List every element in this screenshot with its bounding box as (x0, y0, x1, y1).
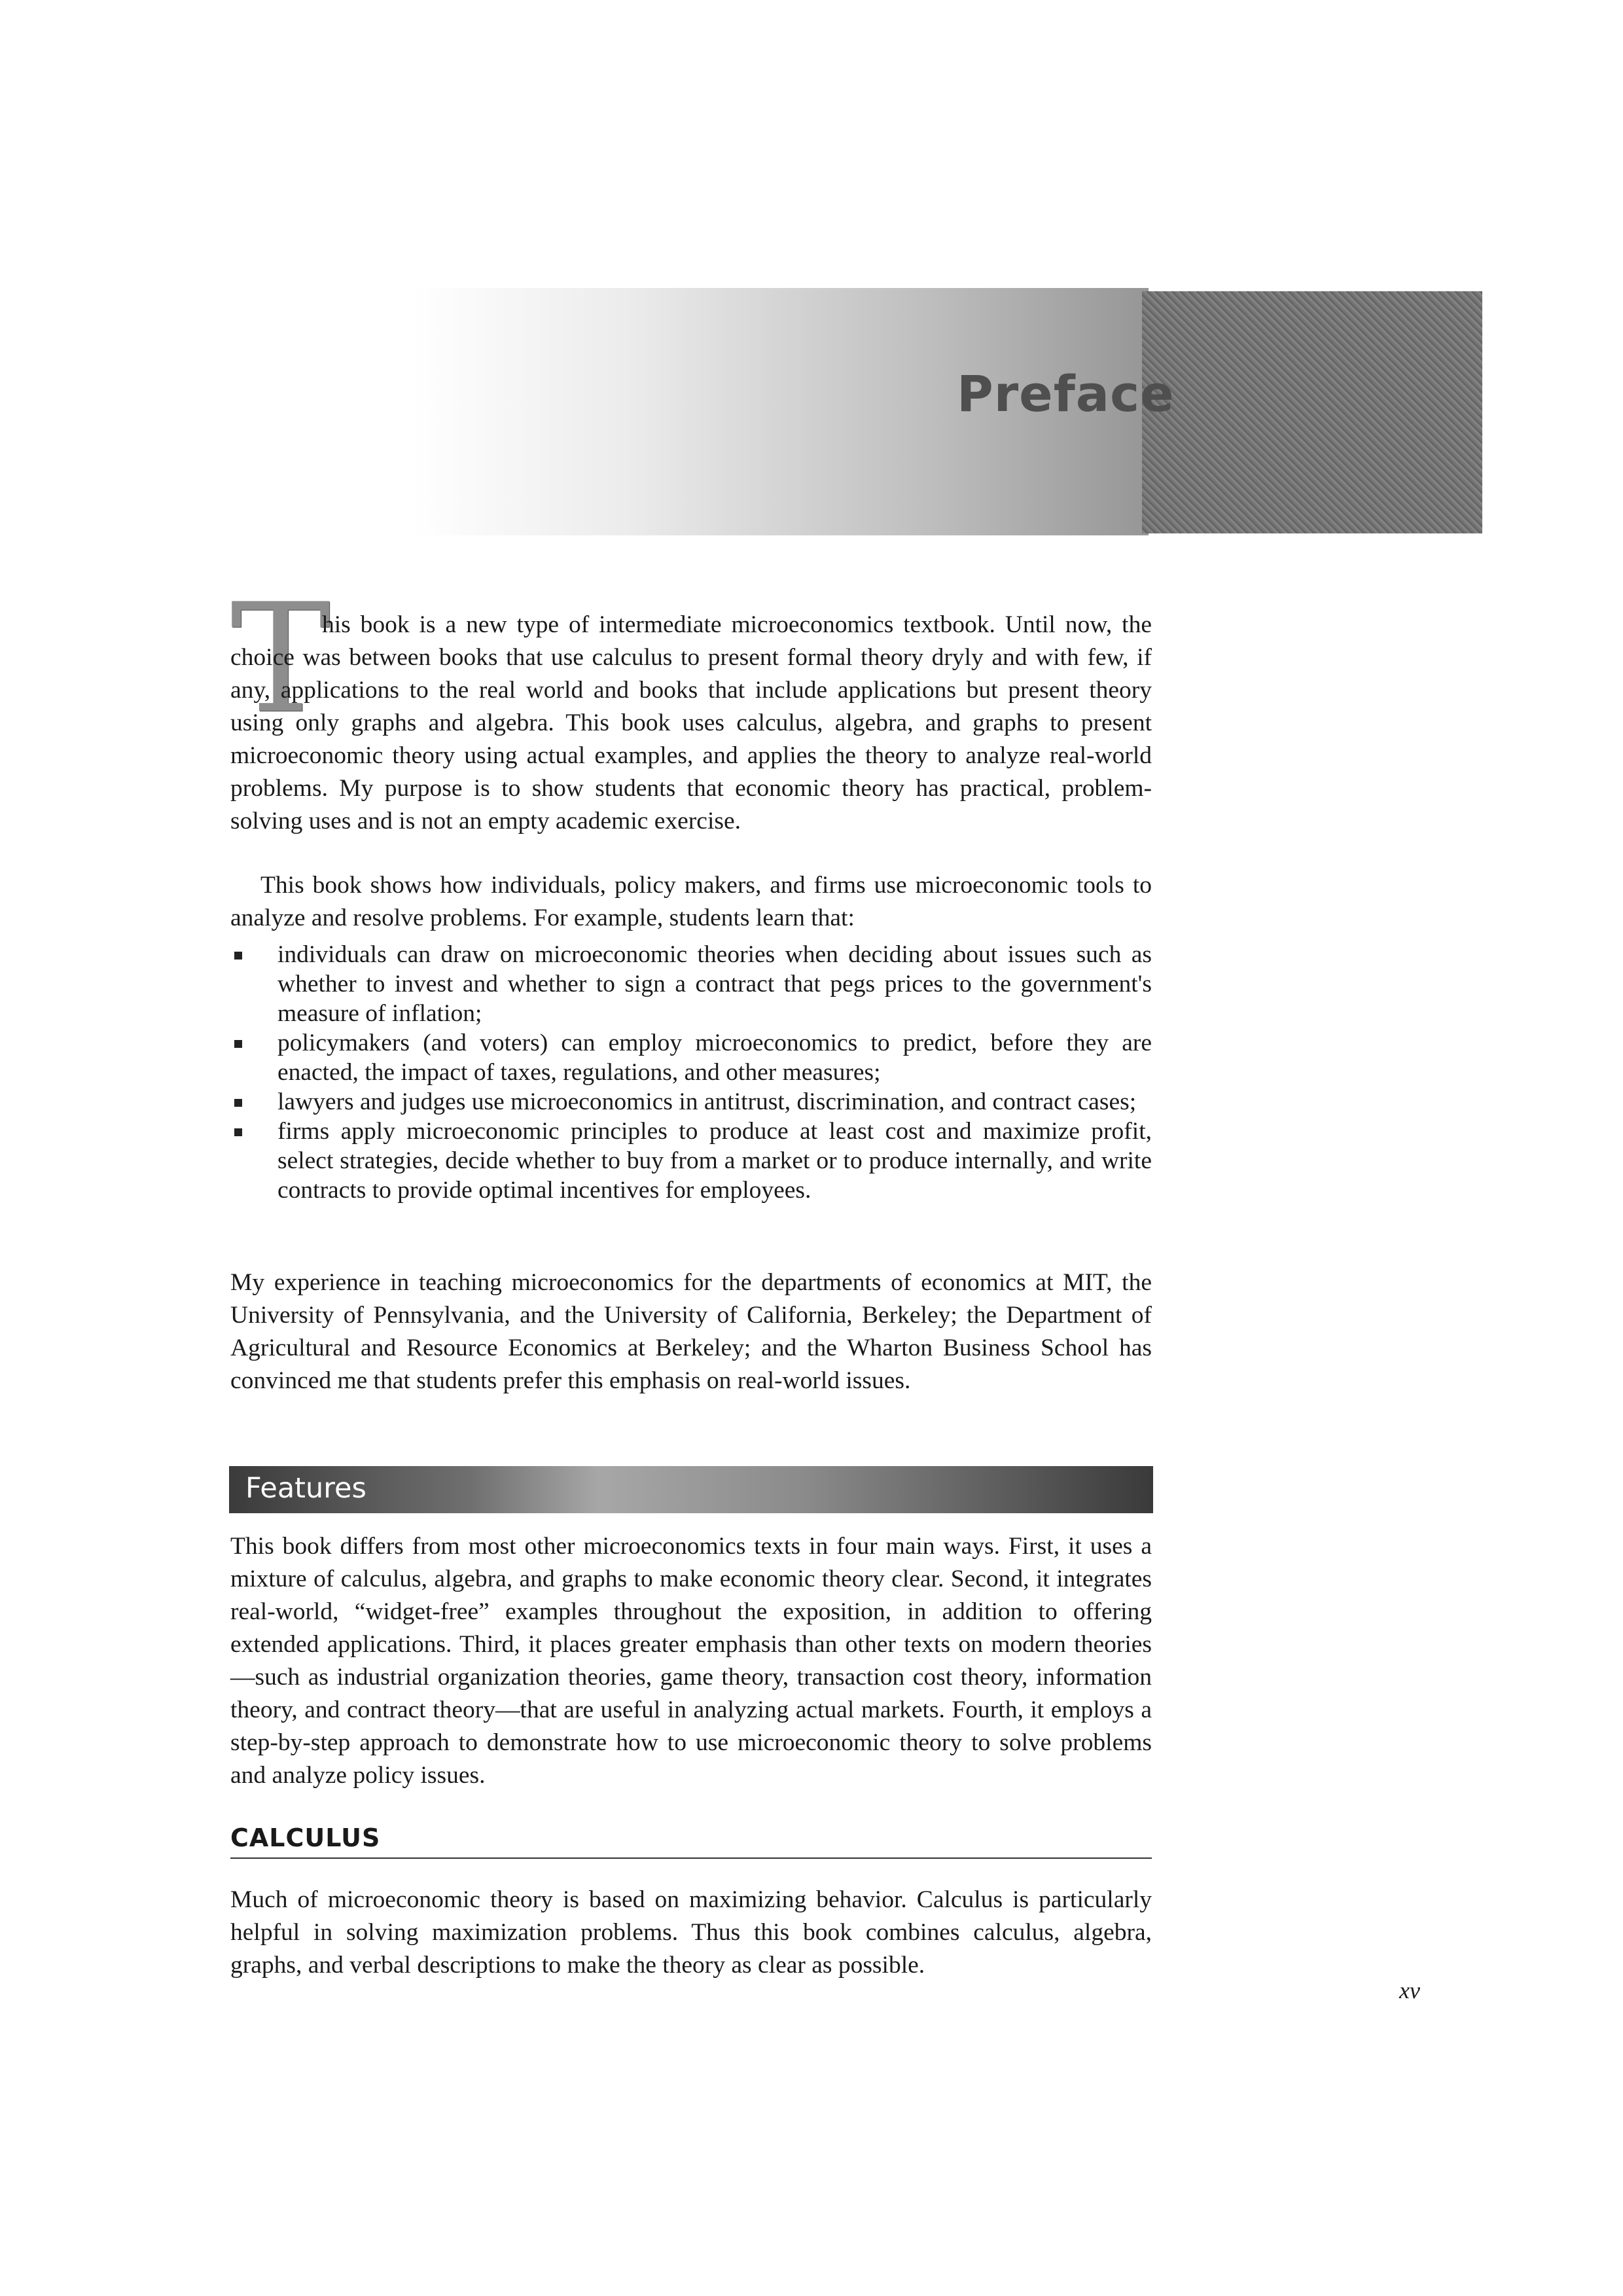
square-bullet-icon (234, 1040, 242, 1048)
square-bullet-icon (234, 1128, 242, 1136)
page-title: Preface (957, 365, 1175, 423)
examples-list (230, 940, 1152, 1205)
list-item: individuals can draw on microeconomic theories when deciding about issues such as whether to invest and whether to sign a contract that pegs prices to the government's measure of inflation; (230, 940, 1152, 1028)
calculus-paragraph: Much of microeconomic theory is based on maximizing behavior. Calculus is particularly helpful in solving maximization problems. Thus this book combines calculus, algebra, graphs, and verbal descriptions to make the theory as clear as possible. (230, 1886, 1152, 1979)
calculus-heading: CALCULUS (230, 1823, 381, 1852)
features-paragraph: This book differs from most other microeconomics texts in four main ways. First, it uses a mixture of calculus, algebra, and graphs to make economic theory clear. Second, it integrates real-world, “widget-free” examples throughout the exposition, in addition to offering extended applications. Third, it places greater emphasis than other texts on modern theories—such as industrial organization theories, game theory, transaction cost theory, information theory, and contract theory—that are useful in analyzing actual markets. Fourth, it employs a step-by-step approach to demonstrate how to use microeconomic theory to solve problems and analyze policy issues. (230, 1533, 1152, 1789)
calculus-heading-rule (230, 1857, 1152, 1859)
features-heading: Features (245, 1472, 366, 1505)
intro-paragraph-1: his book is a new type of intermediate microeconomics textbook. Until now, the choice was between books that use calculus to present formal theory dryly and with few, if any, applications to the real world and books that include applications but present theory using only graphs and algebra. This book uses calculus, algebra, and graphs to present microeconomic theory using actual examples, and applies the theory to analyze real-world problems. My purpose is to show students that economic theory has practical, problem-solving uses and is not an empty academic exercise. (230, 611, 1152, 834)
intro-paragraph-3: My experience in teaching microeconomics for the departments of economics at MIT, the University of Pennsylvania, and the University of California, Berkeley; the Department of Agricultural and Resource Economics at Berkeley; and the Wharton Business School has convinced me that students prefer this emphasis on real-world issues. (230, 1269, 1152, 1394)
square-bullet-icon (234, 1099, 242, 1107)
list-item: policymakers (and voters) can employ microeconomics to predict, before they are enacted, the impact of taxes, regulations, and other measures; (230, 1028, 1152, 1087)
drop-cap: T (230, 572, 331, 747)
intro-paragraph-2: This book shows how individuals, policy makers, and firms use microeconomic tools to analyze and resolve problems. For example, students learn that: (230, 872, 1152, 931)
square-bullet-icon (234, 952, 242, 960)
page-number: xv (1399, 1977, 1420, 2003)
features-heading-bar (229, 1466, 1153, 1513)
list-item: firms apply microeconomic principles to produce at least cost and maximize profit, select strategies, decide whether to buy from a market or to produce internally, and write contracts to provide optimal incentives for employees. (230, 1117, 1152, 1205)
list-item: lawyers and judges use microeconomics in antitrust, discrimination, and contract cases; (230, 1087, 1152, 1117)
preface-header-dark-block (1142, 291, 1482, 533)
